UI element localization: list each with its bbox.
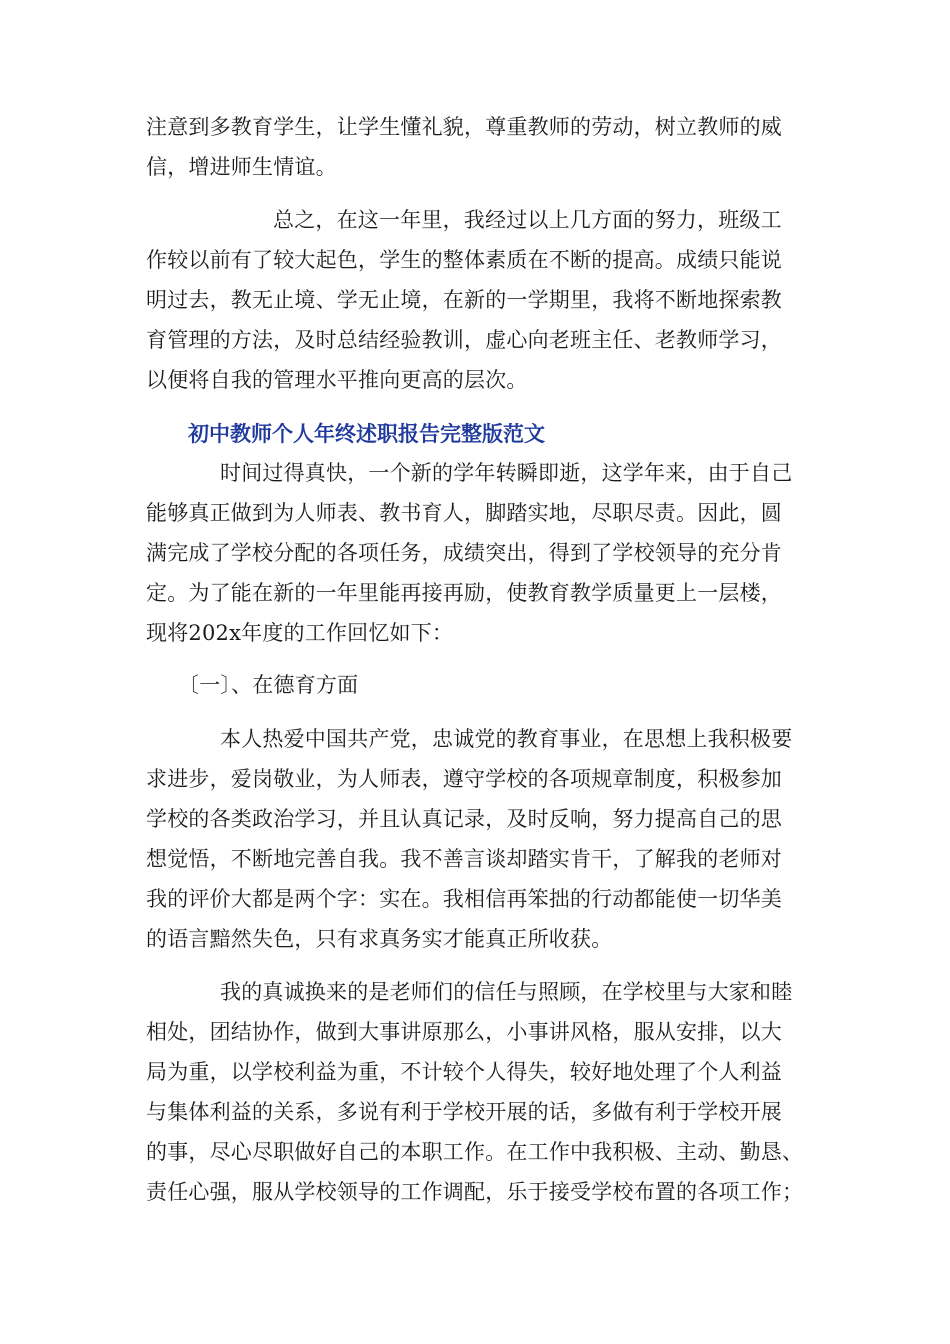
text-line: 责任心强，服从学校领导的工作调配，乐于接受学校布置的各项工作； bbox=[146, 1180, 804, 1204]
text-line: 以便将自我的管理水平推向更高的层次。 bbox=[146, 368, 528, 392]
text-line: 求进步，爱岗敬业，为人师表，遵守学校的各项规章制度，积极参加 bbox=[146, 767, 782, 791]
text-line: 能够真正做到为人师表、教书育人，脚踏实地，尽职尽责。因此，圆 bbox=[146, 501, 782, 525]
text-line: 现将202x年度的工作回忆如下： bbox=[146, 621, 454, 645]
text-line: 的语言黯然失色，只有求真务实才能真正所收获。 bbox=[146, 927, 613, 951]
text-line: 满完成了学校分配的各项任务，成绩突出，得到了学校领导的充分肯 bbox=[146, 541, 782, 565]
text-line: 育管理的方法，及时总结经验教训，虚心向老班主任、老教师学习， bbox=[146, 328, 782, 352]
text-line: 想觉悟，不断地完善自我。我不善言谈却踏实肯干，了解我的老师对 bbox=[146, 847, 782, 871]
text-line: 我的评价大都是两个字：实在。我相信再笨拙的行动都能使一切华美 bbox=[146, 887, 782, 911]
section-heading: 初中教师个人年终述职报告完整版范文 bbox=[188, 421, 545, 446]
text-line: 总之，在这一年里，我经过以上几方面的努力，班级工 bbox=[273, 208, 782, 232]
text-line: 与集体利益的关系，多说有利于学校开展的话，多做有利于学校开展 bbox=[146, 1100, 782, 1124]
text-line: 的事，尽心尽职做好自己的本职工作。在工作中我积极、主动、勤恳、 bbox=[146, 1140, 804, 1164]
subsection-title: 〔一〕、在德育方面 bbox=[178, 673, 359, 697]
text-line: 信，增进师生情谊。 bbox=[146, 155, 337, 179]
text-line: 时间过得真快，一个新的学年转瞬即逝，这学年来，由于自己 bbox=[220, 461, 793, 485]
text-line: 定。为了能在新的一年里能再接再励，使教育教学质量更上一层楼， bbox=[146, 581, 782, 605]
text-line: 明过去，教无止境、学无止境，在新的一学期里，我将不断地探索教 bbox=[146, 288, 782, 312]
text-line: 学校的各类政治学习，并且认真记录，及时反响，努力提高自己的思 bbox=[146, 807, 782, 831]
text-line: 局为重，以学校利益为重，不计较个人得失，较好地处理了个人利益 bbox=[146, 1060, 782, 1084]
text-line: 注意到多教育学生，让学生懂礼貌，尊重教师的劳动，树立教师的威 bbox=[146, 115, 782, 139]
text-line: 我的真诚换来的是老师们的信任与照顾，在学校里与大家和睦 bbox=[220, 980, 793, 1004]
text-line: 相处，团结协作，做到大事讲原那么，小事讲风格，服从安排，以大 bbox=[146, 1020, 782, 1044]
text-line: 本人热爱中国共产党，忠诚党的教育事业，在思想上我积极要 bbox=[220, 727, 793, 751]
text-line: 作较以前有了较大起色，学生的整体素质在不断的提高。成绩只能说 bbox=[146, 248, 782, 272]
